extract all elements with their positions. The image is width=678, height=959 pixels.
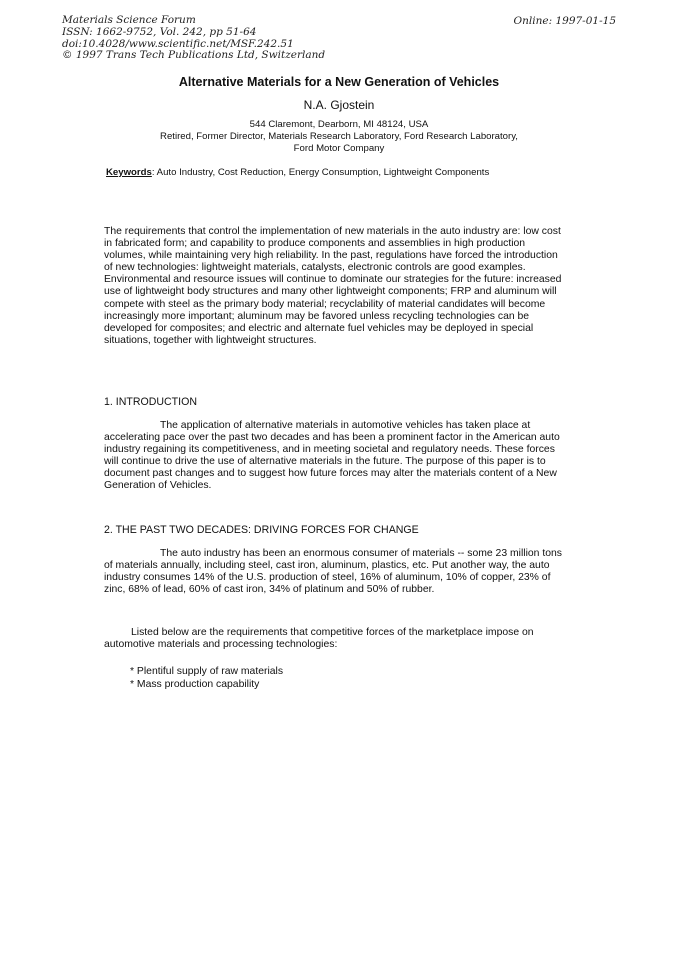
- author-name: N.A. Gjostein: [303, 98, 375, 112]
- keywords: [106, 167, 489, 178]
- introduction-paragraph: The application of alternative materials in automotive vehicles has taken place at accelerating pace over the past two decades and has been a prominent factor in the American auto industry regaining its competitiveness, and in meeting societal and regulatory needs. These forces will continue to drive the use of alternative materials in the future. The purpose of this paper is to document past changes and to suggest how future forces may alter the materials content of a New Generation of Vehicles.: [104, 420, 560, 492]
- journal-copyright: © 1997 Trans Tech Publications Ltd, Switzerland: [62, 49, 326, 62]
- requirements-list: [130, 665, 283, 691]
- affiliation-role: Retired, Former Director, Materials Research Laboratory, Ford Research Laboratory,: [160, 131, 518, 143]
- keywords-label: Keywords: [106, 167, 152, 178]
- journal-issn: ISSN: 1662-9752, Vol. 242, pp 51-64: [62, 25, 257, 38]
- affiliation-company: Ford Motor Company: [293, 143, 385, 155]
- section-heading-introduction: 1. INTRODUCTION: [104, 396, 197, 408]
- keywords-text: Auto Industry, Cost Reduction, Energy Consumption, Lightweight Components: [156, 167, 490, 178]
- affiliation: [0, 119, 678, 156]
- section-heading-past-two-decades: 2. THE PAST TWO DECADES: DRIVING FORCES FOR CHANGE: [104, 524, 419, 536]
- list-item: * Plentiful supply of raw materials: [130, 666, 284, 677]
- list-item: * Mass production capability: [130, 679, 260, 690]
- paper-title: Alternative Materials for a New Generation of Vehicles: [178, 75, 500, 89]
- journal-doi: doi:10.4028/www.scientific.net/MSF.242.51: [62, 37, 294, 50]
- affiliation-address: 544 Claremont, Dearborn, MI 48124, USA: [249, 119, 429, 130]
- abstract: The requirements that control the implementation of new materials in the auto industry are: low cost in fabricated form; and capability to produce components and assemblies in high production volumes, while maintaining very high reliability. In the past, regulations have forced the introduction of new technologies: lightweight materials, catalysts, electronic controls are good examples. Environmental and resource issues will continue to dominate our strategies for the future: increased use of lightweight body structures and many other lightweight components; FRP and aluminum will compete with steel as the primary body material; recyclability of material candidates will become increasingly more important; aluminum may be favored unless recycling technologies can be developed for composites; and electric and alternate fuel vehicles may be deployed in special situations, together with lightweight structures.: [104, 226, 562, 346]
- online-date: Online: 1997-01-15: [513, 15, 616, 27]
- journal-header: [62, 15, 325, 62]
- journal-name: Materials Science Forum: [62, 14, 196, 26]
- keywords-colon: :: [151, 167, 157, 178]
- materials-consumption-paragraph: The auto industry has been an enormous consumer of materials -- some 23 million tons of materials annually, including steel, cast iron, aluminum, plastics, etc. Put another way, the auto industry consumes 14% of the U.S. production of steel, 16% of aluminum, 10% of copper, 23% of zinc, 68% of lead, 60% of cast iron, 34% of platinum and 50% of rubber.: [104, 548, 562, 596]
- requirements-paragraph: Listed below are the requirements that competitive forces of the marketplace impose on automotive materials and processing technologies:: [104, 627, 534, 651]
